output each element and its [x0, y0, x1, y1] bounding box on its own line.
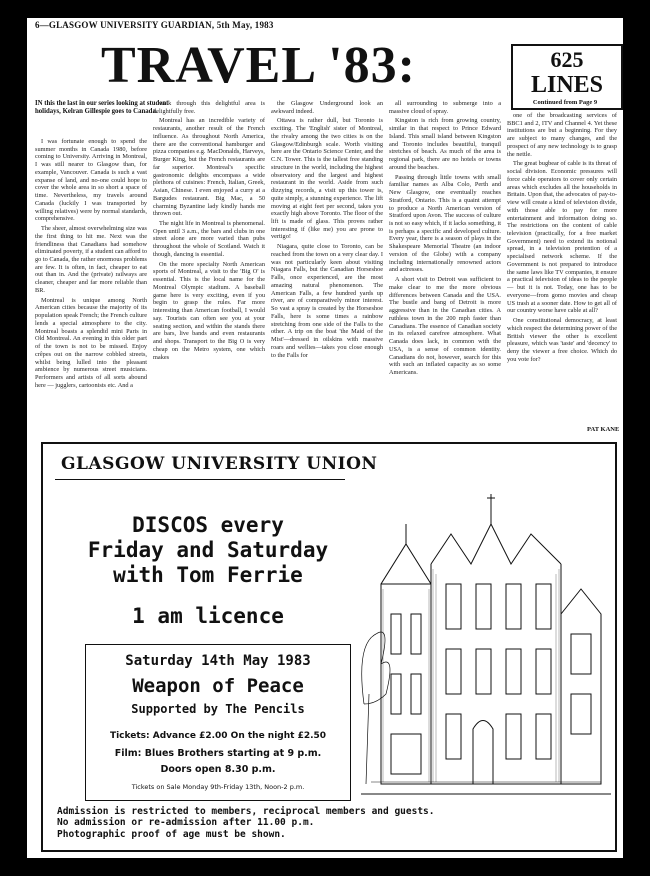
article-column-3	[271, 100, 383, 438]
paragraph: The sheer, almost overwhelming size was the first thing to hit me. Next was the friendliness that Canadians had somehow eliminated poverty, if a student can afford to go to Canada, the rather enormous problems are few. It is often, in fact, cheaper to eat out than in. And the (private) railways are cleaner, cheaper and far more reliable than BR.	[35, 225, 147, 294]
paragraph: A short visit to Detroit was sufficient to make clear to me the more obvious differences between Canada and the USA. The bustle and bang of Detroit is more aggressive than in the Canadian cities. A ruthless town in the 200 mph faster than Canadians. The essence of Canadian society in its relaxed carefree atmosphere. What Canada does lack, in common with the USA, is a sense of common identity. Canadians do not, however, search for this with such an inflated capacity as so some Americans.	[389, 276, 501, 376]
running-head: 6—GLASGOW UNIVERSITY GUARDIAN, 5th May, 1983	[35, 20, 274, 30]
ad-divider	[55, 479, 345, 480]
paragraph: The night life in Montreal is phenomenal. Open until 3 a.m., the bars and clubs in one street alone are more varied than pubs throughout the whole of Scotland. Watch it though, dancing is essential.	[153, 220, 265, 258]
paragraph: I was fortunate enough to spend the summer months in Canada 1980, before coming to University. Arriving in Montreal, I was still nearer to Glasgow than, for example, Vancouver. Canada is such a vast expanse of land, and no-one could hope to cover the whole area in so short a space of time. Nevertheless, my travels around Canada (luckily I was transported by willing relatives) were by normal standards, comprehensive.	[35, 138, 147, 223]
ad-footer-line: No admission or re-admission after 11.00 p.m.	[57, 817, 315, 829]
paragraph: Niagara, quite close to Toronto, can be reached from the town on a very clear day. I was not particularly keen about visiting Niagara Falls, but the Canadian Horseshoe Falls, once experienced, are the most amazing natural phenomenon. The American Falls, a few hundred yards up river, are of comparatively minor interest. So vast a spray is created by the Horseshoe Falls, here is some times a rainbow stretching from one side of the Falls to the other. A trip on the boat 'the Maid of the Mist'—dressed in oilskins with massive roars and wellies—takes you close enough to the Falls for	[271, 243, 383, 359]
ad-footer	[57, 806, 477, 840]
article-column-1	[35, 138, 147, 438]
gig-band: Weapon of Peace	[132, 675, 304, 697]
ad-organization: GLASGOW UNIVERSITY UNION	[61, 454, 378, 474]
ad-headline-line-3: with Tom Ferrie	[113, 563, 303, 587]
ad-headline-line-1: DISCOS every	[132, 513, 284, 537]
ad-headline-line-2: Friday and Saturday	[87, 538, 329, 562]
gig-tickets: Tickets: Advance £2.00 On the night £2.50	[109, 731, 327, 741]
page-headline: TRAVEL '83:	[101, 37, 416, 94]
ad-licence: 1 am licence	[132, 604, 284, 628]
article-column-4-travel	[389, 100, 501, 438]
lines-column	[507, 112, 617, 424]
paragraph: Passing through little towns with small familiar names as Alba Colo, Perth and New Glasgow, one eventually reaches Stratford, Ontario. This is a quaint attempt to produce a North American version of Stratford upon Avon. The success of culture is not so easy which, if it lacks something, it is perhaps a specific and developed culture. Every year, there is a season of plays in the Shakespeare Memorial Theatre (an indoor version of the Globe) with a company including internationally renowned actors and actresses.	[389, 173, 501, 274]
union-building-illustration	[361, 464, 611, 804]
sidebar-title-word: LINES	[530, 72, 604, 98]
gig-date: Saturday 14th May 1983	[125, 653, 311, 669]
paragraph: One constitutional democracy, at least which respect the determining power of the British viewer the other is excellent pleasure, which was 'taste' and 'decency' to deny the viewer a free choice. Which do you vote for?	[507, 317, 617, 363]
gig-film: Film: Blues Brothers starting at 9 p.m.	[114, 748, 322, 759]
paragraph: Montreal is unique among North American cities because the majority of its population speak French; the French culture lends a special atmosphere to the city. Montreal boasts a splendid mini Paris in Old Montreal. An evening in this older part of the town is not to be missed. Enjoy crêpes out on the narrow cobbled streets, whilst being lulled into the pleasant ambience by numerous street musicians. Performers and artists of all sorts abound here — jugglers, cartoonists etc. And a	[35, 296, 147, 389]
newspaper-page	[27, 18, 623, 858]
sidebar-title-number: 625	[550, 47, 584, 72]
article-intro: IN this the last in our series looking at student holidays, Kelran Gillespie goes to Canada.	[35, 100, 169, 116]
paragraph: On the more specialty North American sports of Montreal, a visit to the 'Big O' is essential. This is the local name for the Montreal Olympic stadium. A baseball game here is very exciting, even if you begin to grasp the rules. Far more interesting than American football, I would say. Tourists can often see you at your seating section, and within the stands there are bars, live bands and even restaurants and shops. Transport to the Big O is very cheap on the Metro system, one which makes	[153, 260, 265, 361]
paragraph: one of the broadcasting services of BBC1 and 2, ITV and Channel 4. Yet these institutions are but a beginning. For they are subject to many changes, and the prospect of any new technology is to grasp the nettle.	[507, 112, 617, 158]
paragraph: Kingston is rich from growing country, similar in that respect to Prince Edward Island. This small island between Kingston and Toronto includes beautiful, tranquil stretches of beach. As much of the area is regional park, there are no hotels or towns around the beaches.	[389, 117, 501, 171]
continued-note: Continued from Page 9	[532, 99, 598, 106]
paragraph: walk through this delightful area is delightfully free.	[153, 100, 265, 115]
paragraph: Ottawa is rather dull, but Toronto is exciting. The 'English' sister of Montreal, the rivalry among the two cities is on the Glasgow/Edinburgh scale. Worth visiting here are the Ontario Science Center, and the C.N. Tower. This is the tallest free standing structure in the world, including the highest observatory and the largest and highest restaurant in the world. Aside from such dizzying records, a visit up this tower is, quite simply, a stunning experience. The lift moving at eight feet per second, takes you exactly high above Toronto. The floor of the lift is made of glass. This proves rather interesting if (like me) you are prone to vertigo!	[271, 117, 383, 241]
paragraph: the Glasgow Underground look an awkward indeed.	[271, 100, 383, 115]
paragraph: all surrounding to submerge into a massive cloud of spray.	[389, 100, 501, 115]
gig-sale-times: Tickets on Sale Monday 9th-Friday 13th, Noon-2 p.m.	[131, 783, 305, 791]
gig-support: Supported by The Pencils	[131, 702, 305, 716]
ad-footer-line: Photographic proof of age must be shown.	[57, 828, 286, 840]
gig-doors: Doors open 8.30 p.m.	[160, 764, 276, 775]
article-column-2	[153, 100, 265, 438]
paragraph: The great bugbear of cable is its threat of social division. Economic pressures will force cable operators to cover only certain areas which excludes all the households in Britain. Upon that, the advocates of pay-to-view will create a kind of television divide, with those able to pay for more entertainment and information doing so. The restrictions on the content of cable television (practically, for a free market Government) need to extend its notional spread, in a television pretention of a specialised network scheme. If the Government is not prepared to introduce the same laws like TV companies, it ensure a practical television of ideas to the people — but it is not. Today, one has to be everyone—from gomo movies and cheap US trash at a sooner date. How to get all of our country worse have cable at all?	[507, 160, 617, 315]
union-advert	[41, 442, 617, 852]
paragraph: Montreal has an incredible variety of restaurants, another result of the French influence. As throughout North America, there are the conventional hamburger and pizza companies e.g. MacDonalds, Harveys, Burger King, but the French restaurants are far superior. Montreal's specific gastronomic delights encompass a wide plethora of cuisines: French, Italian, Greek, Asian, Chinese. I even enjoyed a curry at a Bargudes restaurant. Big Mac, a 50 charming Byzantine lady kindly hands me thrown out.	[153, 117, 265, 218]
byline: PAT KANE	[587, 426, 620, 433]
ad-footer-line: Admission is restricted to members, reciprocal members and guests.	[57, 806, 435, 817]
gig-box	[85, 644, 351, 801]
